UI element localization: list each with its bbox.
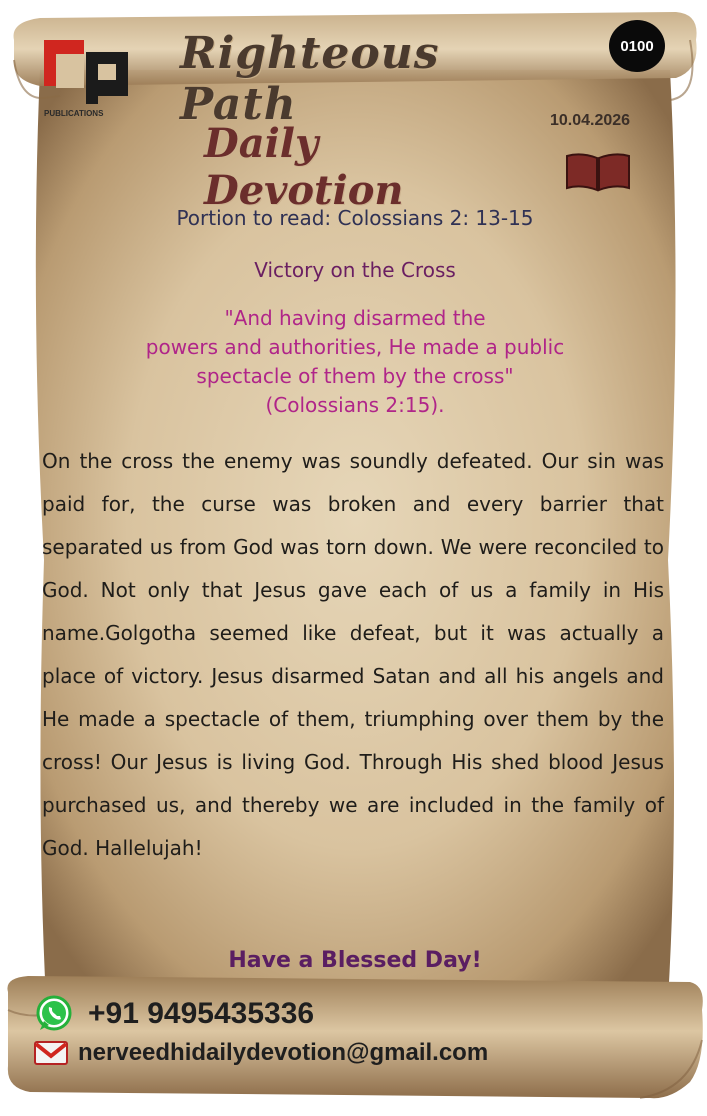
portion-to-read: Portion to read: Colossians 2: 13-15 <box>176 206 534 230</box>
verse-line: (Colossians 2:15). <box>265 393 445 417</box>
mail-icon <box>34 1040 68 1066</box>
devotion-body: On the cross the enemy was soundly defeated. Our sin was paid for, the curse was broken and every barrier that separated us from God was torn down. We were reconciled to God. Not only that Jesus gave each of us a family in His name.Golgotha seemed like defeat, but it was actually a place of victory. Jesus disarmed Satan and all his angels and He made a spectacle of them, triumphing over them by the cross! Our Jesus is living God. Through His shed blood Jesus purchased us, and thereby we are included in the family of God. Hallelujah! <box>42 449 664 860</box>
brand-title: Righteous Path <box>180 28 440 130</box>
phone-contact <box>34 994 314 1034</box>
open-book-icon <box>563 150 633 194</box>
closing-blessing: Have a Blessed Day! <box>228 948 482 973</box>
key-verse <box>90 304 620 420</box>
verse-line: spectacle of them by the cross" <box>196 364 514 388</box>
logo-text: PUBLICATIONS <box>44 109 104 118</box>
whatsapp-icon <box>34 994 74 1034</box>
phone-number[interactable]: +91 9495435336 <box>88 997 315 1030</box>
publisher-logo <box>42 38 134 120</box>
email-address[interactable]: nerveedhidailydevotion@gmail.com <box>78 1039 489 1066</box>
issue-badge: 0100 <box>609 20 665 72</box>
email-contact <box>34 1036 488 1070</box>
devotion-date: 10.04.2026 <box>550 112 631 129</box>
devotion-heading: Victory on the Cross <box>254 258 456 282</box>
verse-line: powers and authorities, He made a public <box>145 335 565 359</box>
verse-line: "And having disarmed the <box>224 306 486 330</box>
page-subtitle: Daily Devotion <box>204 120 404 214</box>
